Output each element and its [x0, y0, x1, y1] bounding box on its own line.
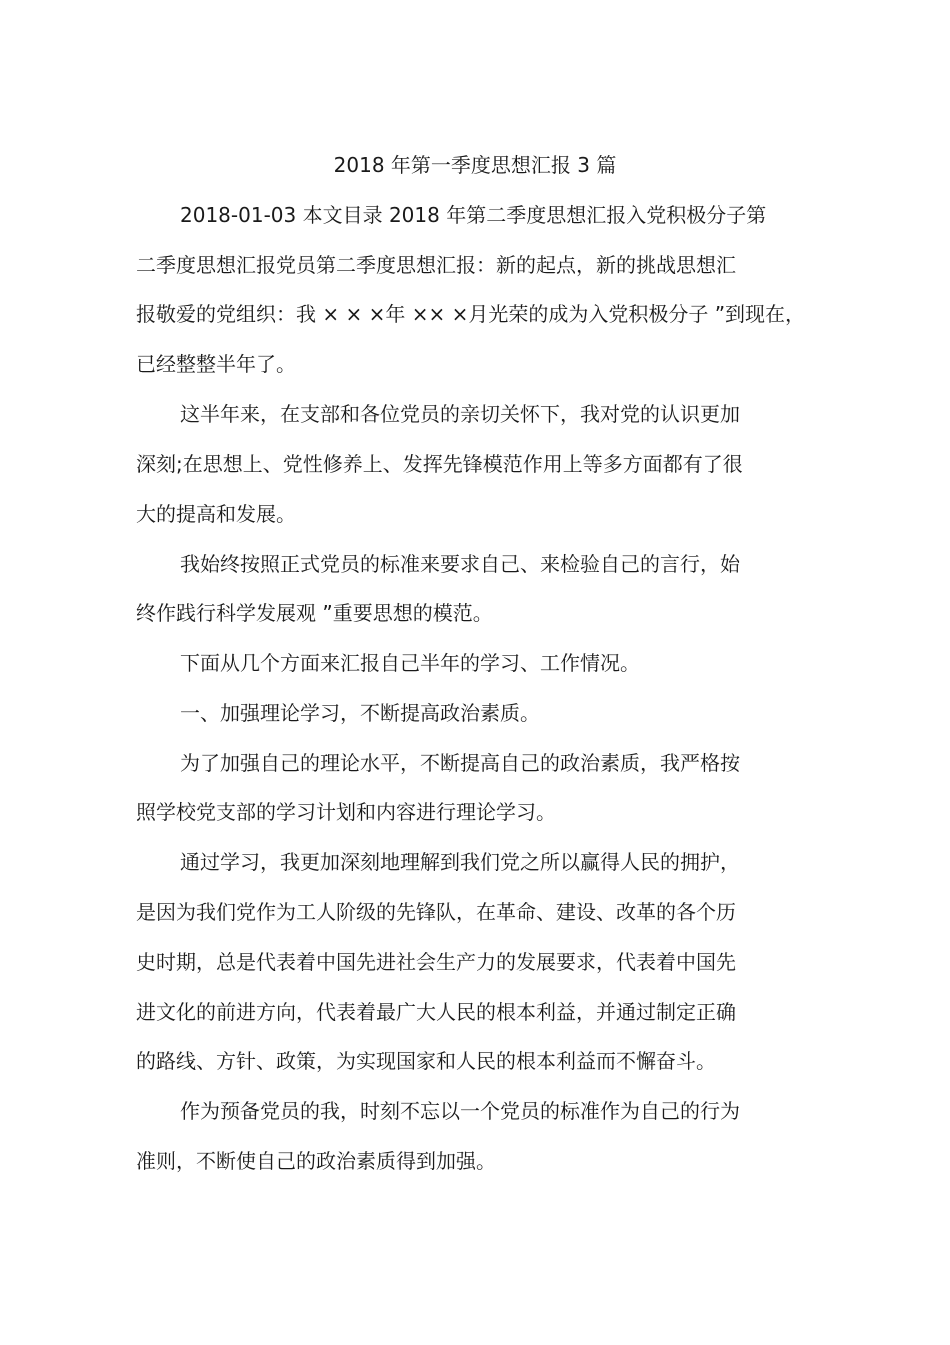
paragraph-line: 这半年来，在支部和各位党员的亲切关怀下，我对党的认识更加: [180, 402, 740, 426]
paragraph-line: 报敬爱的党组织：我 × × ×年 ×× ×月光荣的成为入党积极分子 ”到现在，: [136, 302, 806, 326]
paragraph-line: 进文化的前进方向，代表着最广大人民的根本利益，并通过制定正确: [136, 1000, 736, 1024]
document-title: 2018 年第一季度思想汇报 3 篇: [333, 153, 617, 177]
paragraph-line: 为了加强自己的理论水平，不断提高自己的政治素质，我严格按: [180, 751, 740, 775]
paragraph-line: 是因为我们党作为工人阶级的先锋队，在革命、建设、改革的各个历: [136, 900, 736, 924]
paragraph-line: 准则，不断使自己的政治素质得到加强。: [136, 1149, 496, 1173]
paragraph-line: 照学校党支部的学习计划和内容进行理论学习。: [136, 800, 556, 824]
paragraph-line: 已经整整半年了。: [136, 352, 296, 376]
paragraph-line: 作为预备党员的我，时刻不忘以一个党员的标准作为自己的行为: [180, 1099, 740, 1123]
paragraph-line: 下面从几个方面来汇报自己半年的学习、工作情况。: [180, 651, 640, 675]
paragraph-line: 一、加强理论学习，不断提高政治素质。: [180, 701, 540, 725]
paragraph-line: 终作践行科学发展观 ”重要思想的模范。: [136, 601, 493, 625]
paragraph-line: 通过学习，我更加深刻地理解到我们党之所以赢得人民的拥护，: [180, 850, 740, 874]
paragraph-line: 二季度思想汇报党员第二季度思想汇报：新的起点，新的挑战思想汇: [136, 253, 736, 277]
paragraph-line: 2018-01-03 本文目录 2018 年第二季度思想汇报入党积极分子第: [180, 203, 767, 227]
paragraph-line: 我始终按照正式党员的标准来要求自己、来检验自己的言行，始: [180, 552, 740, 576]
paragraph-line: 大的提高和发展。: [136, 502, 296, 526]
paragraph-line: 史时期，总是代表着中国先进社会生产力的发展要求，代表着中国先: [136, 950, 736, 974]
paragraph-line: 的路线、方针、政策，为实现国家和人民的根本利益而不懈奋斗。: [136, 1049, 716, 1073]
paragraph-line: 深刻;在思想上、党性修养上、发挥先锋模范作用上等多方面都有了很: [136, 452, 743, 476]
